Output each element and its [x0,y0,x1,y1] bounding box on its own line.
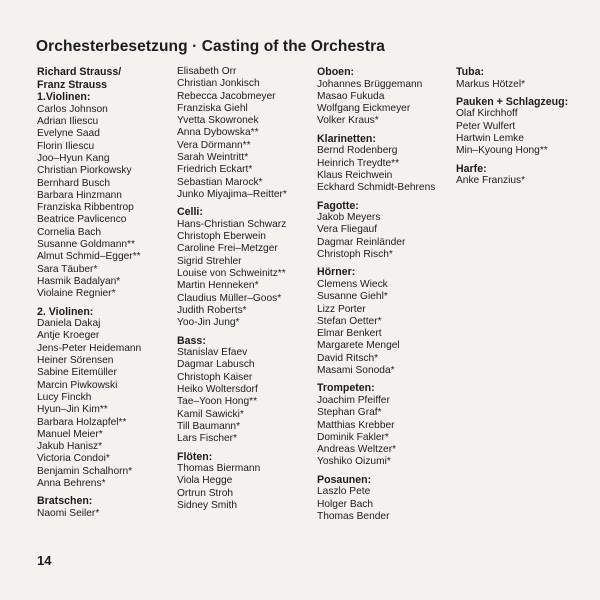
musician-name: Vera Fliegauf [317,224,378,236]
musician-name: Franziska Giehl [177,102,248,114]
musician-name: Hartwin Lemke [456,133,524,145]
section [37,66,141,79]
section [37,306,141,491]
musician-name: Carlos Johnson [37,103,108,115]
section [317,266,435,377]
musician-name: Markus Hötzel* [456,78,526,90]
musician-name: Sebastian Marock* [177,176,263,188]
section [37,495,141,520]
musician-name: Franziska Ribbentrop [37,202,134,214]
section [317,200,435,262]
roster-column-3 [317,66,435,528]
musician-name: Christian Piorkowsky [37,165,132,177]
musician-name: Joo–Hyun Kang [37,152,110,164]
musician-name: Heinrich Treydte** [317,157,400,169]
musician-name: Lizz Porter [317,303,366,315]
musician-name: Christian Jonkisch [177,78,260,90]
section [317,133,435,195]
musician-name: Friedrich Eckart* [177,164,253,176]
section-heading: Franz Strauss [37,78,108,91]
section [37,79,141,92]
musician-name: Stephan Graf* [317,407,382,419]
musician-name: Victoria Condoi* [37,453,110,465]
musician-name: Florin Iliescu [37,140,95,152]
musician-name: Tae–Yoon Hong** [177,396,258,408]
musician-name: Vera Dörmann** [177,139,251,151]
section-heading: 2. Violinen: [37,305,94,318]
musician-name: Yoshiko Oizumi* [317,456,391,468]
musician-name: Anna Behrens* [37,477,106,489]
musician-name: David Ritsch* [317,352,379,364]
musician-name: Naomi Seiler* [37,507,100,519]
musician-name: Marcin Piwkowski [37,379,118,391]
musician-name: Wolfgang Eickmeyer [317,103,411,115]
musician-name: Sabine Eitemüller [37,367,117,379]
section-heading: Klarinetten: [317,132,376,145]
musician-name: Evelyne Saad [37,128,100,140]
section-heading: Bratschen: [37,495,93,508]
musician-name: Thomas Biermann [177,463,261,475]
page-title: Orchesterbesetzung · Casting of the Orchestra [36,38,386,55]
musician-name: Sarah Weintritt* [177,152,249,164]
musician-name: Daniela Dakaj [37,318,101,330]
roster-column-1 [37,66,141,525]
musician-name: Jens-Peter Heidemann [37,342,142,354]
musician-name: Masao Fukuda [317,90,385,102]
musician-name: Martin Henneken* [177,280,259,292]
musician-name: Barbara Hinzmann [37,189,122,201]
musician-name: Adrian Iliescu [37,116,99,128]
section-heading: Harfe: [456,162,487,175]
musician-name: Cornelia Bach [37,226,101,238]
section [317,474,435,523]
roster-column-2 [177,66,287,517]
musician-name: Jakub Hanisz* [37,441,103,453]
musician-name: Matthias Krebber [317,419,395,431]
musician-name: Almut Schmid–Egger** [37,251,141,263]
musician-name: Elmar Benkert [317,328,382,340]
musician-name: Louise von Schweinitz** [177,268,286,280]
section-heading: Fagotte: [317,199,359,212]
musician-name: Heiko Woltersdorf [177,384,258,396]
musician-name: Yvetta Skowronek [177,115,259,127]
musician-name: Dagmar Reinländer [317,236,406,248]
musician-name: Anna Dybowska** [177,127,259,139]
musician-name: Manuel Meier* [37,428,103,440]
musician-name: Thomas Bender [317,510,390,522]
musician-name: Stefan Oetter* [317,315,382,327]
musician-name: Hyun–Jin Kim** [37,404,108,416]
musician-name: Masami Sonoda* [317,365,395,377]
musician-name: Barbara Holzapfel** [37,416,127,428]
musician-name: Anke Franzius* [456,175,526,187]
section [456,66,568,91]
section-heading: Celli: [177,206,203,219]
musician-name: Johannes Brüggemann [317,78,423,90]
musician-name: Dagmar Labusch [177,359,255,371]
musician-name: Viola Hegge [177,475,233,487]
musician-name: Heiner Sörensen [37,355,114,367]
section [177,66,287,201]
musician-name: Andreas Weltzer* [317,444,397,456]
musician-name: Susanne Giehl* [317,291,388,303]
musician-name: Sara Täuber* [37,263,98,275]
section-heading: Bass: [177,334,206,347]
musician-name: Holger Bach [317,498,374,510]
page-number: 14 [37,553,52,568]
musician-name: Christoph Kaiser [177,371,253,383]
musician-name: Bernhard Busch [37,177,111,189]
musician-name: Christoph Risch* [317,249,393,261]
musician-name: Dominik Fakler* [317,431,389,443]
musician-name: Laszlo Pete [317,486,371,498]
section-heading: Trompeten: [317,382,375,395]
musician-name: Christoph Eberwein [177,231,266,243]
musician-name: Eckhard Schmidt-Behrens [317,182,436,194]
musician-name: Margarete Mengel [317,340,400,352]
musician-name: Benjamin Schalhorn* [37,465,133,477]
musician-name: Lucy Finckh [37,391,92,403]
musician-name: Jakob Meyers [317,212,381,224]
section-heading: Posaunen: [317,473,372,486]
musician-name: Klaus Reichwein [317,169,393,181]
musician-name: Sigrid Strehler [177,255,242,267]
section [177,451,287,513]
musician-name: Violaine Regnier* [37,288,116,300]
section-heading: Oboen: [317,66,355,78]
musician-name: Olaf Kirchhoff [456,108,518,120]
musician-name: Judith Roberts* [177,304,247,316]
musician-name: Ortrun Stroh [177,487,234,499]
musician-name: Peter Wulfert [456,120,516,132]
musician-name: Elisabeth Orr [177,66,237,77]
section [456,163,568,188]
section [37,91,141,300]
section-heading: 1.Violinen: [37,91,91,104]
musician-name: Junko Miyajima–Reitter* [177,188,287,200]
section [177,335,287,446]
roster-column-4 [456,66,568,193]
section-heading: Flöten: [177,450,213,463]
section-heading: Tuba: [456,66,485,78]
section [317,382,435,468]
musician-name: Caroline Frei–Metzger [177,243,278,255]
musician-name: Sidney Smith [177,499,238,511]
section-heading: Hörner: [317,266,356,279]
section [317,66,435,128]
musician-name: Beatrice Pavlicenco [37,214,127,226]
musician-name: Stanislav Efaev [177,347,248,359]
musician-name: Hans-Christian Schwarz [177,218,287,230]
musician-name: Claudius Müller–Goos* [177,292,282,304]
musician-name: Bernd Rodenberg [317,145,398,157]
musician-name: Min–Kyoung Hong** [456,145,548,157]
musician-name: Yoo-Jin Jung* [177,317,240,329]
section-heading: Richard Strauss/ [37,66,122,78]
section-heading: Pauken + Schlagzeug: [456,95,569,108]
musician-name: Kamil Sawicki* [177,408,244,420]
section [177,206,287,329]
musician-name: Susanne Goldmann** [37,239,135,251]
section [456,96,568,158]
musician-name: Volker Kraus* [317,115,379,127]
musician-name: Till Baumann* [177,420,241,432]
musician-name: Antje Kroeger [37,330,100,342]
musician-name: Hasmik Badalyan* [37,275,121,287]
musician-name: Rebecca Jacobmeyer [177,90,276,102]
musician-name: Lars Fischer* [177,433,238,445]
musician-name: Joachim Pfeiffer [317,394,390,406]
musician-name: Clemens Wieck [317,278,388,290]
